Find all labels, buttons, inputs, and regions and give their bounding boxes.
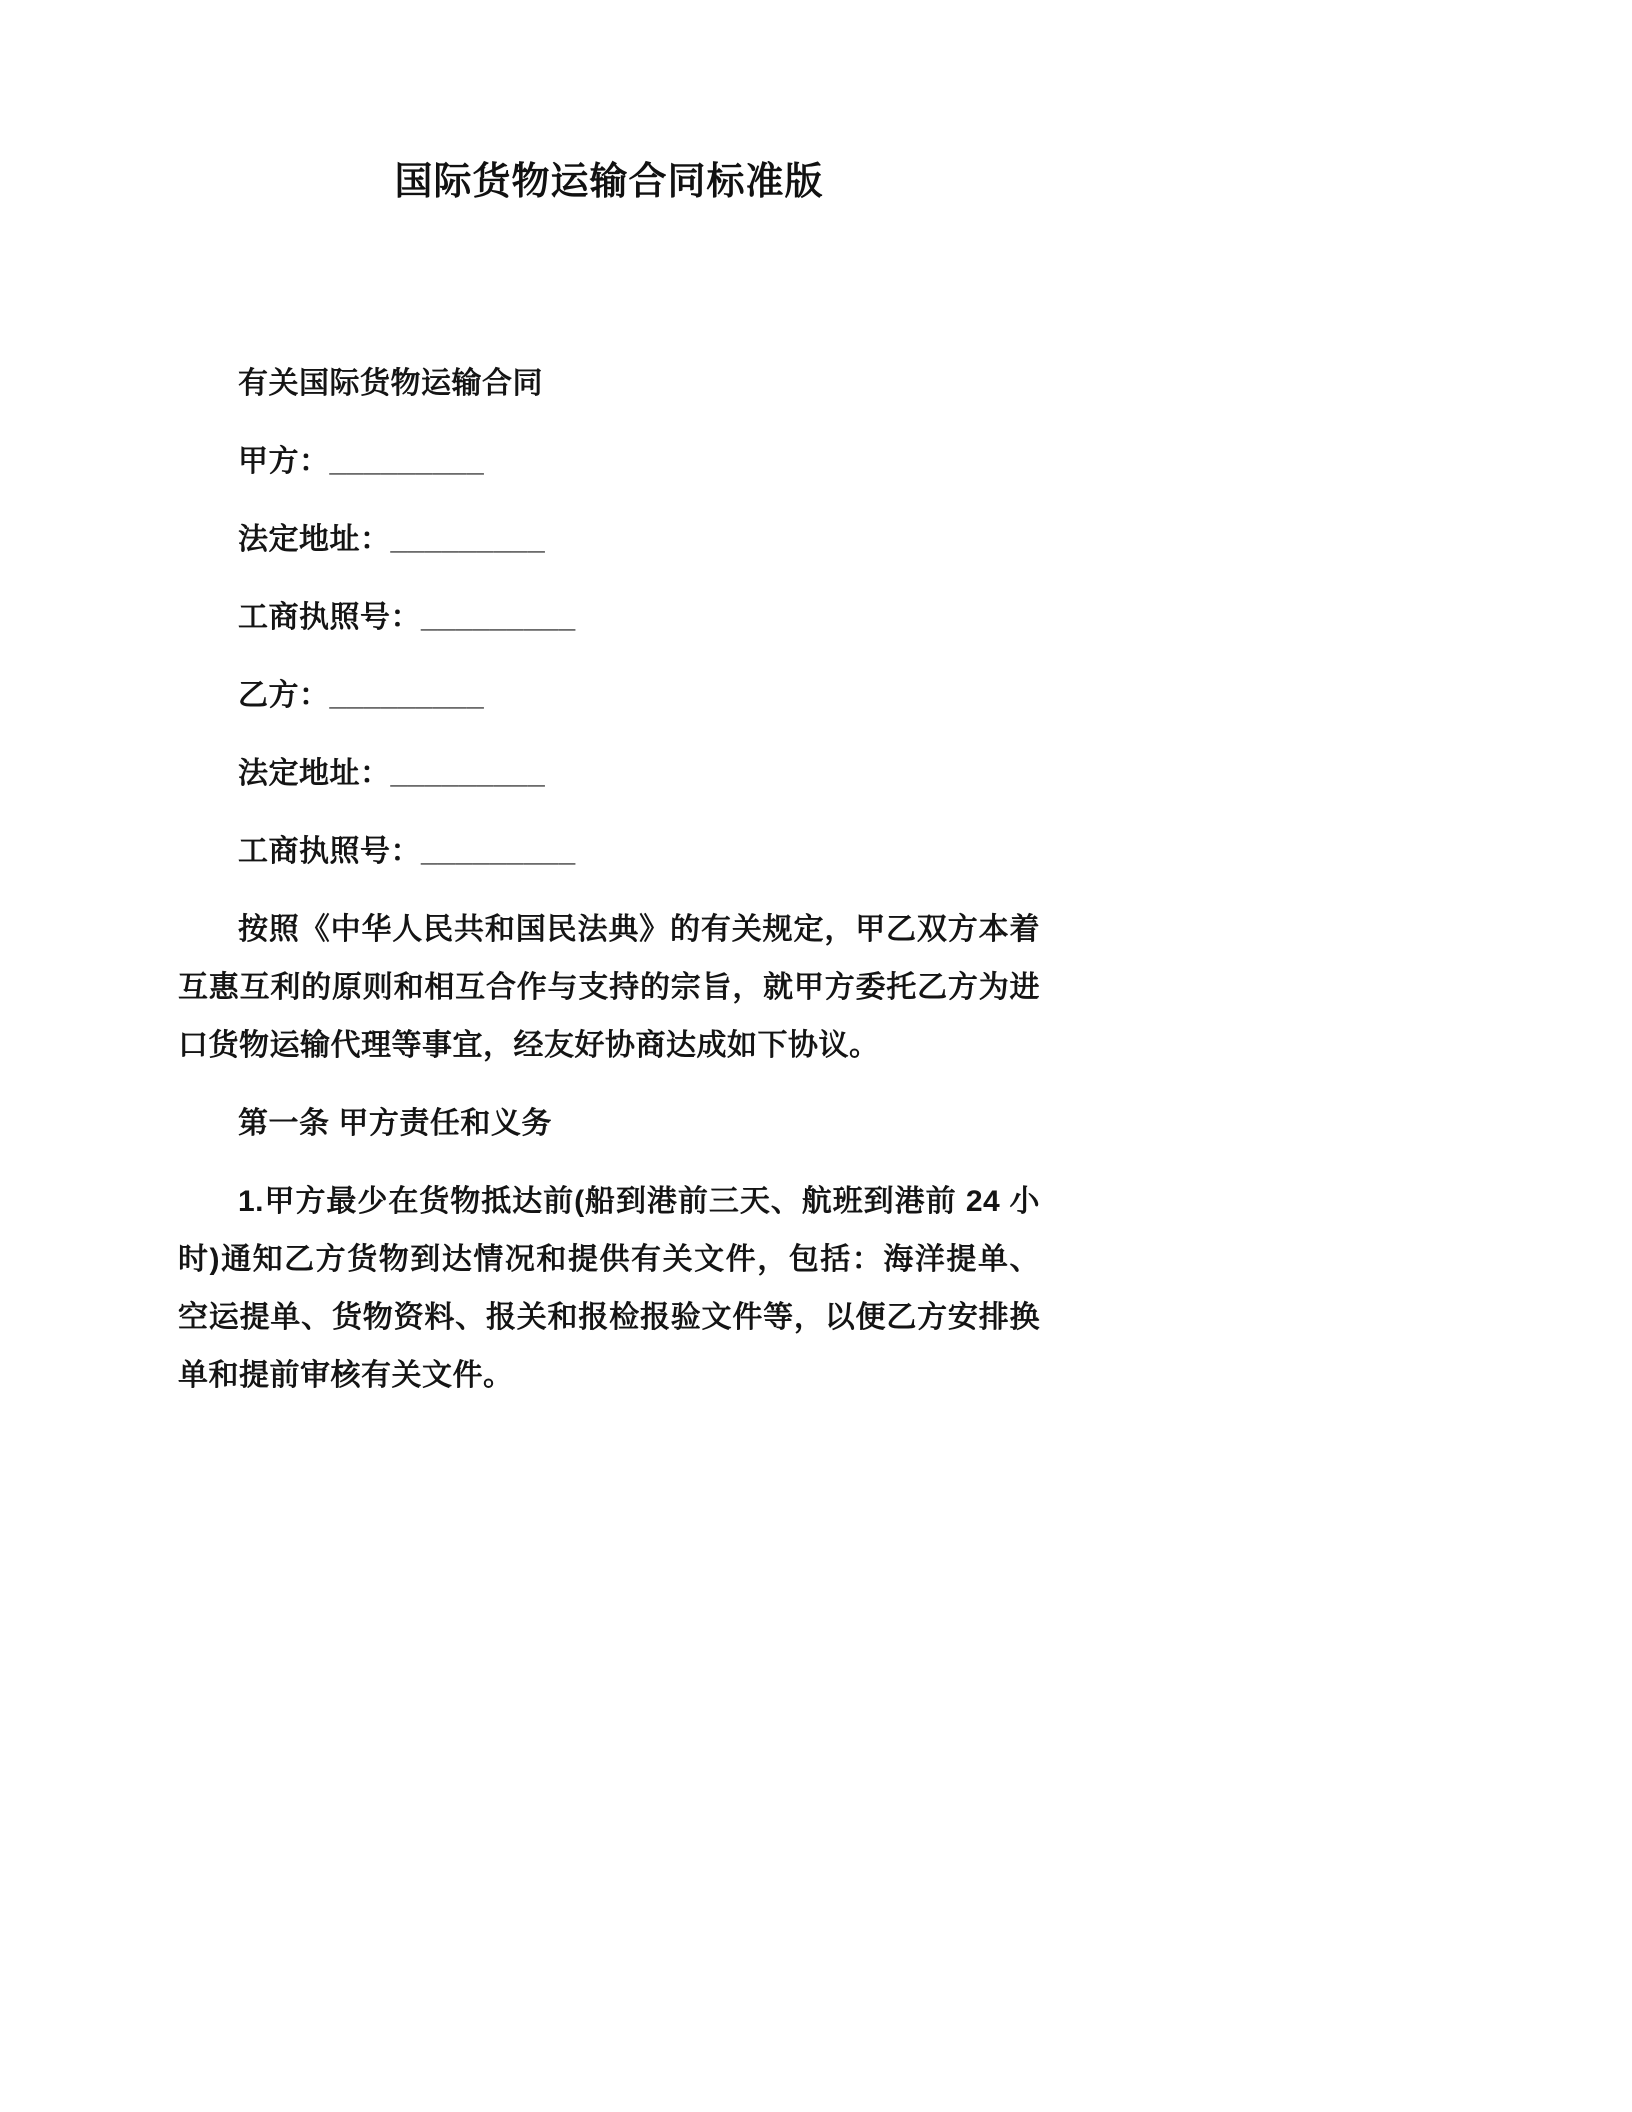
- paragraph-preamble: 按照《中华人民共和国民法典》的有关规定，甲乙双方本着互惠互利的原则和相互合作与支持的宗旨，就甲方委托乙方为进口货物运输代理等事宜，经友好协商达成如下协议。: [178, 913, 1040, 1062]
- paragraph-party-b-license-blank: 工商执照号：_________: [238, 835, 576, 868]
- paragraph-party-a-license-blank: 工商执照号：_________: [238, 601, 576, 634]
- document-title: 国际货物运输合同标准版: [394, 161, 824, 203]
- paragraph-subject: 有关国际货物运输合同: [238, 367, 543, 400]
- paragraph-party-a-blank: 甲方：_________: [238, 445, 485, 478]
- paragraph-party-b-address-blank: 法定地址：_________: [238, 757, 546, 790]
- paragraph-article-1-heading: 第一条 甲方责任和义务: [238, 1107, 552, 1140]
- paragraph-party-b-blank: 乙方：_________: [238, 679, 485, 712]
- paragraph-party-a-address-blank: 法定地址：_________: [238, 523, 546, 556]
- paragraph-clause-1: 1.甲方最少在货物抵达前(船到港前三天、航班到港前 24 小时)通知乙方货物到达情况和提供有关文件，包括：海洋提单、空运提单、货物资料、报关和报检报验文件等，以便乙方安排换单和提前审核有关文件。: [178, 1185, 1040, 1392]
